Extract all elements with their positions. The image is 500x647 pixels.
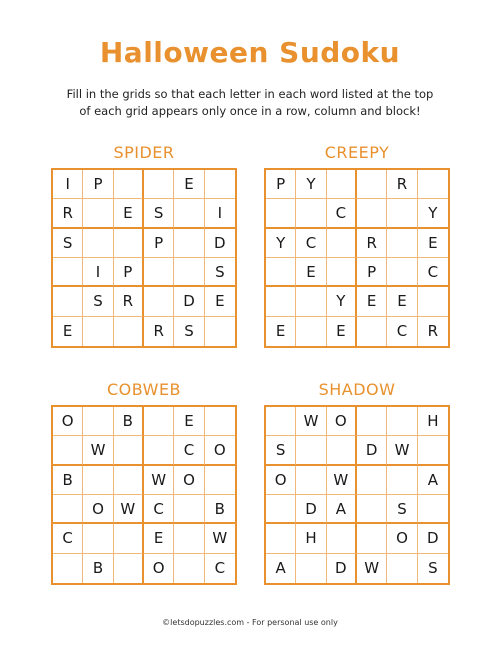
grid-cell: C [53,524,83,553]
grid-cell [327,524,357,553]
grid-cell [357,466,387,495]
grid-cell: B [83,554,113,583]
grid-cell [266,199,296,228]
grid-cell: D [174,287,204,316]
grid-cell [418,495,448,524]
grid-cell [357,495,387,524]
grid-cell [114,170,144,199]
grid-cell: O [327,407,357,436]
grid-cell: Y [327,287,357,316]
grid-cell [53,287,83,316]
grid-cell: W [144,466,174,495]
grid-cell: P [357,258,387,287]
grid-cell: O [205,436,235,465]
grid-cell [357,170,387,199]
grid-cell [387,229,417,258]
grid-cell [327,436,357,465]
grid-cell [53,495,83,524]
grid-cell: B [53,466,83,495]
grid-cell: A [266,554,296,583]
grid-cell [357,199,387,228]
grid-cell [114,436,144,465]
grid-cell: W [83,436,113,465]
grid-cell [418,436,448,465]
grid-cell: P [83,170,113,199]
grid-cell [296,554,326,583]
grid-cell [357,317,387,346]
grid-cell [144,436,174,465]
grid-cell: W [296,407,326,436]
grid-cell [327,229,357,258]
grid-cell: W [327,466,357,495]
grid-cell [296,317,326,346]
page-title: Halloween Sudoku [99,36,401,69]
grid-cell: P [266,170,296,199]
grid-cell: Y [418,199,448,228]
grid-cell [205,407,235,436]
grid-cell [53,554,83,583]
grid-cell: R [144,317,174,346]
grid-cell [144,407,174,436]
grid-cell: A [327,495,357,524]
grid-cell: S [53,229,83,258]
grid-cell [114,554,144,583]
grid-cell [296,466,326,495]
grid-cell [174,524,204,553]
puzzle-title-2: CREEPY [324,143,390,162]
grid-cell: E [205,287,235,316]
grid-cell: W [205,524,235,553]
grid-cell [174,199,204,228]
grid-cell: O [387,524,417,553]
grid-cell: D [205,229,235,258]
grid-cell [53,258,83,287]
grid-cell: B [114,407,144,436]
grid-cell [83,229,113,258]
grid-cell: I [205,199,235,228]
grid-cell: D [296,495,326,524]
grid-cell [144,258,174,287]
grid-cell: O [266,466,296,495]
grid-cell [174,495,204,524]
grid-cell: E [266,317,296,346]
grid-cell [83,466,113,495]
grid-cell [83,524,113,553]
footer-credit: ©letsdopuzzles.com - For personal use only [162,618,338,627]
sudoku-grid-1 [51,168,237,348]
grid-cell: I [83,258,113,287]
puzzle-title-3: COBWEB [106,380,182,399]
grid-cell: E [53,317,83,346]
grid-cell [83,317,113,346]
grid-cell [83,407,113,436]
grid-cell: S [205,258,235,287]
grid-cell [114,229,144,258]
grid-cell [114,466,144,495]
grid-cell: H [418,407,448,436]
grid-cell [205,466,235,495]
grid-cell: E [174,407,204,436]
grid-cell: E [296,258,326,287]
grid-cell: O [83,495,113,524]
grid-cell: I [53,170,83,199]
grid-cell [296,436,326,465]
grid-cell [418,287,448,316]
grid-cell [327,258,357,287]
grid-cell [205,170,235,199]
grid-cell: P [144,229,174,258]
grid-cell: C [174,436,204,465]
sudoku-grid-2 [264,168,450,348]
grid-cell: R [387,170,417,199]
grid-cell: S [144,199,174,228]
grid-cell [357,524,387,553]
grid-cell: D [418,524,448,553]
grid-cell: S [174,317,204,346]
grid-cell [266,495,296,524]
grid-cell [144,287,174,316]
grid-cell [144,170,174,199]
grid-cell [387,199,417,228]
grid-cell: O [53,407,83,436]
grid-cell [174,554,204,583]
grid-cell [266,407,296,436]
grid-cell [296,287,326,316]
grid-cell: W [357,554,387,583]
grid-cell [174,229,204,258]
grid-cell [114,524,144,553]
grid-cell: C [387,317,417,346]
grid-cell: S [266,436,296,465]
grid-cell [266,258,296,287]
sudoku-grid-3 [51,405,237,585]
grid-cell: R [357,229,387,258]
grid-cell: R [53,199,83,228]
grid-cell: H [296,524,326,553]
grid-cell: W [387,436,417,465]
grid-cell: C [144,495,174,524]
grid-cell [205,317,235,346]
grid-cell [387,407,417,436]
grid-cell: R [427,322,439,341]
grid-cell: E [387,287,417,316]
grid-cell: C [214,559,226,578]
grid-cell: D [327,554,357,583]
grid-cell: C [296,229,326,258]
grid-cell: S [387,495,417,524]
puzzle-title-4: SHADOW [318,380,396,399]
puzzle-title-1: SPIDER [113,143,175,162]
grid-cell [357,407,387,436]
grid-cell: O [144,554,174,583]
grid-cell [114,317,144,346]
grid-cell: O [174,466,204,495]
grid-cell [83,199,113,228]
grid-cell [387,554,417,583]
grid-cell: S [83,287,113,316]
grid-cell [174,258,204,287]
grid-cell: Y [266,229,296,258]
grid-cell: R [114,287,144,316]
sudoku-grid-4 [264,405,450,585]
grid-cell: E [174,170,204,199]
grid-cell [387,258,417,287]
instructions: Fill in the grids so that each letter in each word listed at the top of each grid appears only once in a row, column and block! [66,87,434,118]
grid-cell: C [418,258,448,287]
grid-cell [53,436,83,465]
grid-cell [266,524,296,553]
grid-cell: B [205,495,235,524]
grid-cell: C [327,199,357,228]
grid-cell: Y [296,170,326,199]
grid-cell: E [357,287,387,316]
grid-cell [327,170,357,199]
grid-cell [266,287,296,316]
grid-cell: E [114,199,144,228]
grid-cell: P [114,258,144,287]
grid-cell [418,170,448,199]
grid-cell: E [418,229,448,258]
grid-cell [387,466,417,495]
grid-cell: A [418,466,448,495]
grid-cell: E [327,317,357,346]
grid-cell: S [428,559,438,578]
grid-cell [296,199,326,228]
grid-cell: D [357,436,387,465]
grid-cell: W [114,495,144,524]
grid-cell: E [144,524,174,553]
